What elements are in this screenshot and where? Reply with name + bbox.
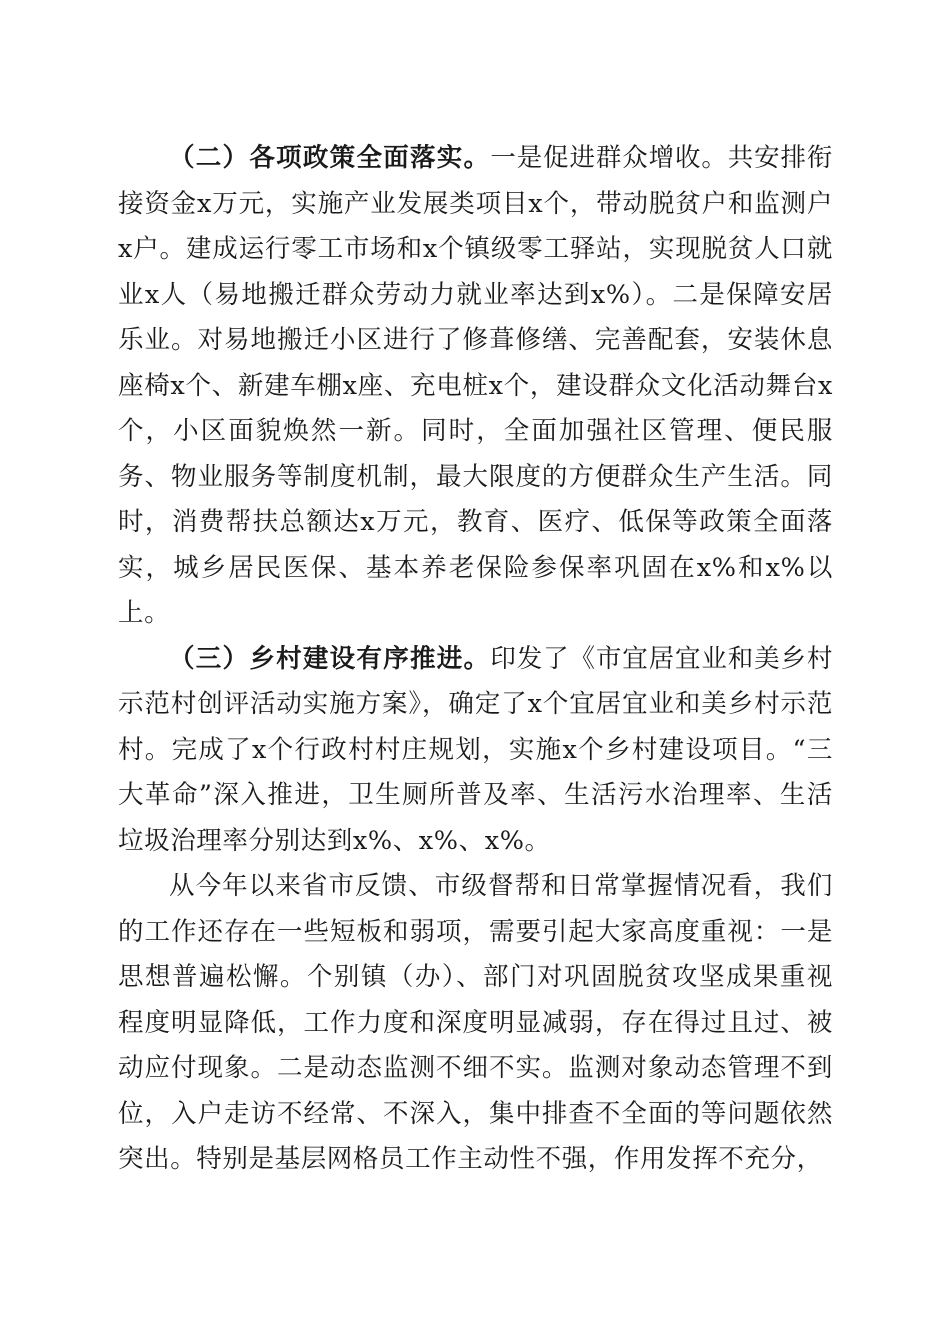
section-heading-rural-construction: （三）乡村建设有序推进。: [169, 643, 491, 674]
section-heading-policies: （二）各项政策全面落实。: [169, 143, 491, 173]
paragraph-policy-implementation: [118, 136, 833, 637]
paragraph-rural-construction: [118, 637, 833, 865]
paragraph-text: 从今年以来省市反馈、市级督帮和日常掌握情况看，我们的工作还存在一些短板和弱项，需要引起大家高度重视：一是思想普遍松懈。个别镇（办）、部门对巩固脱贫攻坚成果重视程度明显降低，工作力度和深度明显减弱，存在得过且过、被动应付现象。二是动态监测不细不实。监测对象动态管理不到位，入户走访不经常、不深入，集中排查不全面的等问题依然突出。特别是基层网格员工作主动性不强，作用发挥不充分，: [118, 871, 833, 1174]
document-body: [118, 136, 833, 1183]
paragraph-text: 一是促进群众增收。共安排衔接资金x万元，实施产业发展类项目x个，带动脱贫户和监测户x户。建成运行零工市场和x个镇级零工驿站，实现脱贫人口就业x人（易地搬迁群众劳动力就业率达到x%）。二是保障安居乐业。对易地搬迁小区进行了修葺修缮、完善配套，安装休息座椅x个、新建车棚x座、充电桩x个，建设群众文化活动舞台x个，小区面貌焕然一新。同时，全面加强社区管理、便民服务、物业服务等制度机制，最大限度的方便群众生产生活。同时，消费帮扶总额达x万元，教育、医疗、低保等政策全面落实，城乡居民医保、基本养老保险参保率巩固在x%和x%以上。: [118, 143, 833, 628]
paragraph-shortcomings: [118, 864, 833, 1183]
paragraph-text: 印发了《市宜居宜业和美乡村示范村创评活动实施方案》，确定了x个宜居宜业和美乡村示范村。完成了x个行政村村庄规划，实施x个乡村建设项目。“三大革命”深入推进，卫生厕所普及率、生活污水治理率、生活垃圾治理率分别达到x%、x%、x%。: [118, 643, 833, 856]
